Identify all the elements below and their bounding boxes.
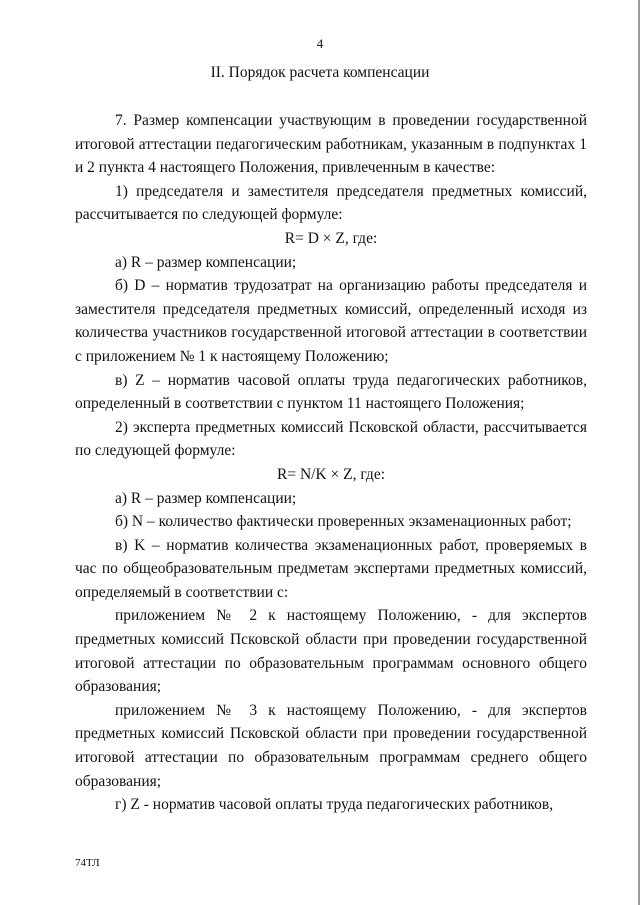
formula-expert: R= N/K × Z, где: xyxy=(276,465,385,483)
definition-k: в) K – норматив количества экзаменационных работ, проверяемых в час по общеобразовательным предметам экспертами предметных комиссий, определяемый в соответствии с: xyxy=(75,536,587,601)
definition-r-1: а) R – размер компенсации; xyxy=(115,253,297,271)
footer-code: 74ТЛ xyxy=(75,857,100,869)
page-number: 4 xyxy=(316,36,324,51)
formula-chair: R= D × Z, где: xyxy=(284,229,378,247)
definition-r-2: а) R – размер компенсации; xyxy=(115,489,297,507)
definition-d: б) D – норматив трудозатрат на организацию работы председателя и заместителя председателя предметных комиссий, определенный исходя из количества участников государственной итоговой аттестации в соответствии с приложением № 1 к настоящему Положению; xyxy=(75,277,587,365)
definition-z-2: г) Z - норматив часовой оплаты труда педагогических работников, xyxy=(115,796,554,814)
paragraph-chair-formula-intro: 1) председателя и заместителя председателя предметных комиссий, рассчитывается по следующей формуле: xyxy=(75,182,587,224)
definition-z-1: в) Z – норматив часовой оплаты труда педагогических работников, определенный в соответствии с пунктом 11 настоящего Положения; xyxy=(75,371,587,413)
section-title: II. Порядок расчета компенсации xyxy=(210,64,430,81)
definition-n: б) N – количество фактически проверенных экзаменационных работ; xyxy=(115,513,572,531)
paragraph-expert-formula-intro: 2) эксперта предметных комиссий Псковской области, рассчитывается по следующей формуле: xyxy=(75,418,587,460)
paragraph-7-intro: 7. Размер компенсации участвующим в проведении государственной итоговой аттестации педагогическим работникам, указанным в подпунктах 1 и 2 пункта 4 настоящего Положения, привлеченным в качестве: xyxy=(75,112,587,177)
appendix-3-clause: приложением № 3 к настоящему Положению, - для экспертов предметных комиссий Псковской области при проведении государственной итоговой аттестации по образовательным программам среднего общего образования; xyxy=(75,701,587,790)
document-body xyxy=(75,109,587,817)
appendix-2-clause: приложением № 2 к настоящему Положению, - для экспертов предметных комиссий Псковской области при проведении государственной итоговой аттестации по образовательным программам основного общего образования; xyxy=(75,607,587,696)
